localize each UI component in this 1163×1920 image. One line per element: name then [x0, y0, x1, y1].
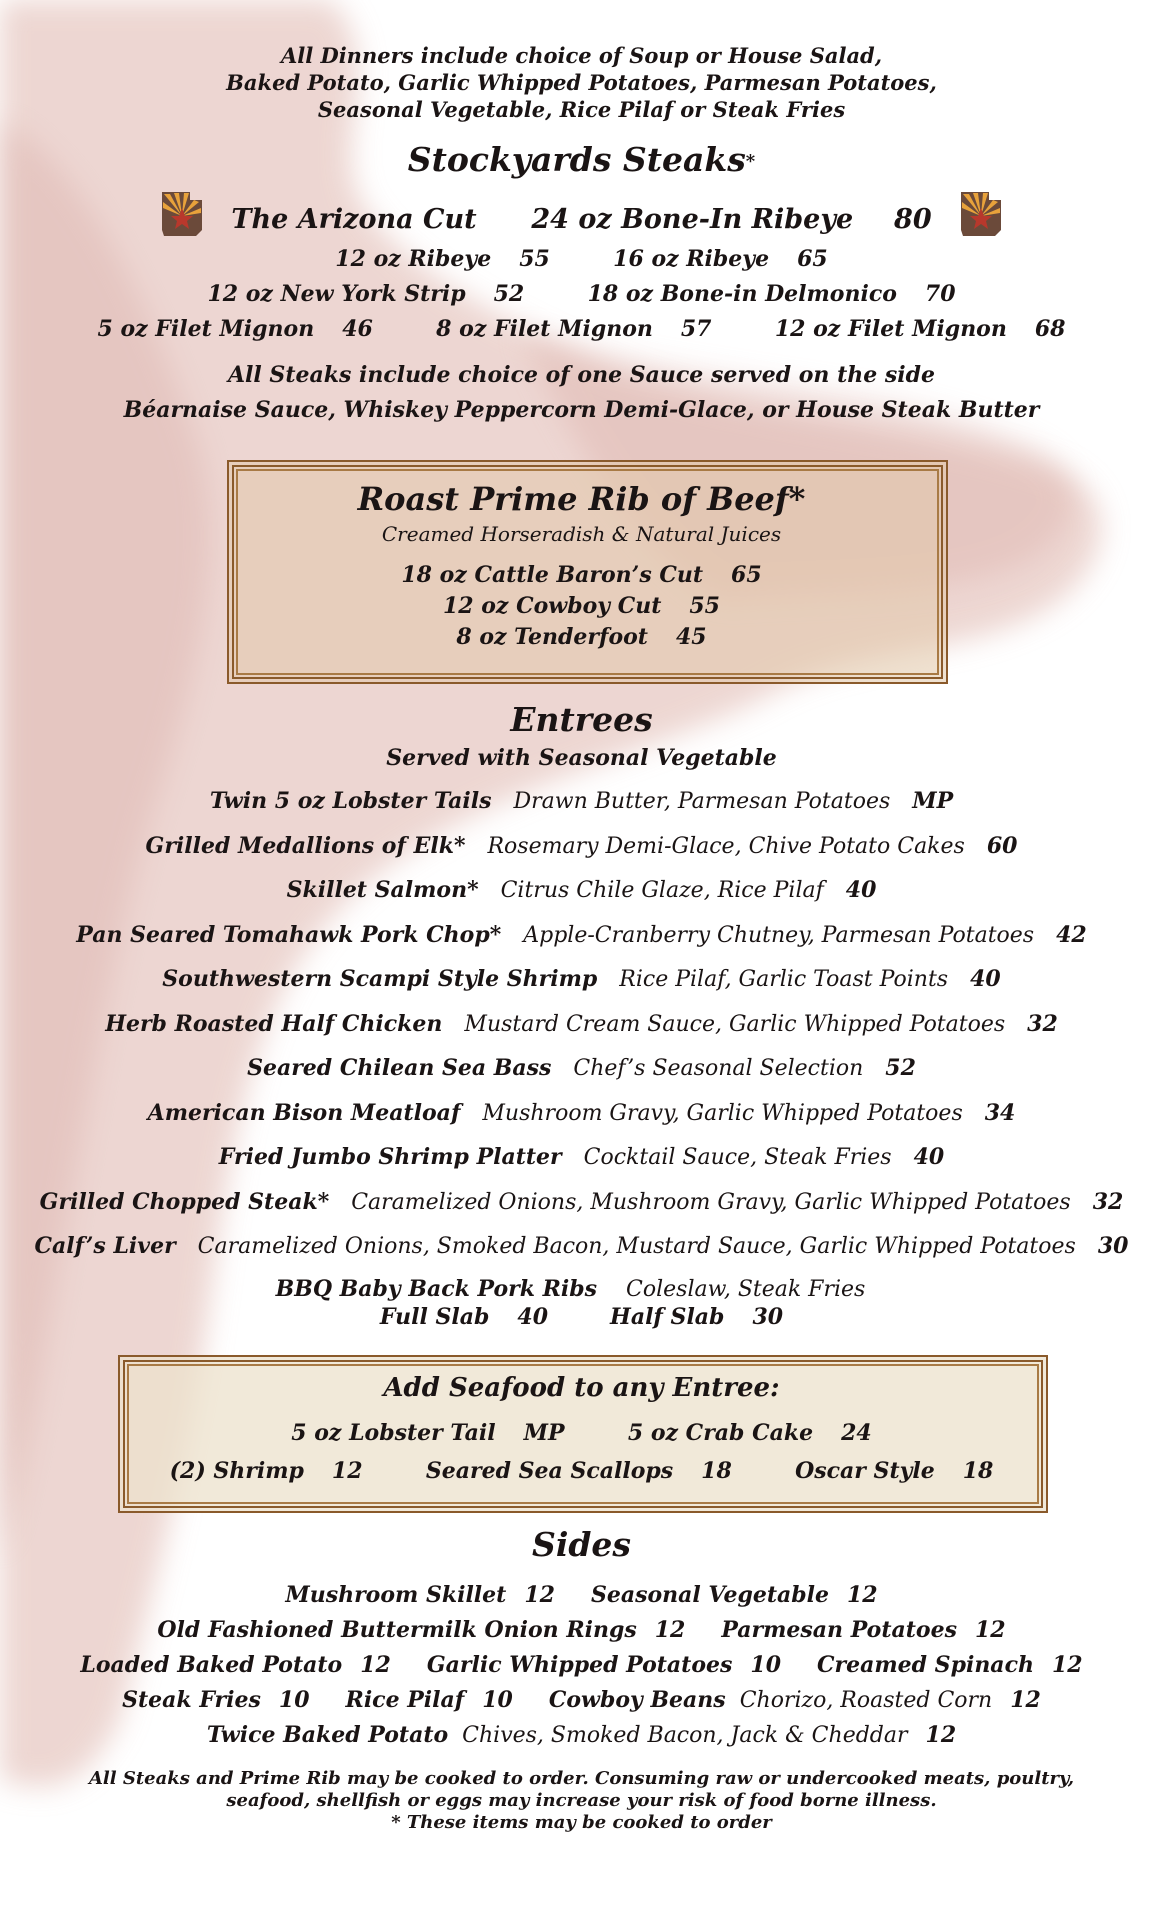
- entree-item: [0, 922, 1163, 948]
- ribs-entree: BBQ Baby Back Pork Ribs Coleslaw, Steak Fries: [275, 1276, 866, 1302]
- entree-name: Skillet Salmon*: [286, 877, 479, 903]
- entree-desc: Apple-Cranberry Chutney, Parmesan Potatoes: [523, 922, 1035, 948]
- entree-price: 32: [1092, 1188, 1124, 1215]
- ribs-sizes: Full Slab 40 Half Slab 30: [379, 1304, 784, 1330]
- seafood-addon-heading: Add Seafood to any Entree:: [383, 1373, 780, 1403]
- prime-rib-subtitle: Creamed Horseradish & Natural Juices: [381, 522, 782, 546]
- entrees-subtitle: Served with Seasonal Vegetable: [386, 745, 777, 771]
- side-name: Creamed Spinach: [817, 1652, 1034, 1678]
- entree-desc: Rice Pilaf, Garlic Toast Points: [619, 967, 949, 992]
- side-price: 12: [1010, 1687, 1041, 1713]
- entree-price: 34: [984, 1099, 1016, 1126]
- entree-item: [0, 1055, 1163, 1081]
- entree-name: Grilled Chopped Steak*: [39, 1188, 330, 1215]
- side-price: 12: [360, 1652, 391, 1678]
- entree-name: Herb Roasted Half Chicken: [105, 1010, 443, 1037]
- arizona-cut-name: The Arizona Cut: [231, 204, 477, 235]
- food-safety-disclaimer: All Steaks and Prime Rib may be cooked to order. Consuming raw or undercooked meats, poultry, seafood, shellfish or eggs may increase your risk of food borne illness. * These items may be cooked to order: [88, 1768, 1075, 1833]
- entree-item: [0, 1189, 1163, 1215]
- entree-name: Calf’s Liver: [34, 1233, 176, 1259]
- entree-item: [0, 966, 1163, 992]
- side-name: Rice Pilaf: [345, 1687, 465, 1713]
- arizona-cut-feature: [0, 190, 1163, 238]
- side-price: 12: [524, 1582, 555, 1608]
- entree-item: [0, 833, 1163, 859]
- entree-desc: Cocktail Sauce, Steak Fries: [583, 1145, 892, 1170]
- side-price: 12: [1051, 1652, 1083, 1678]
- prime-rib-cut: 8 oz Tenderfoot 45: [456, 624, 707, 650]
- side-price: 12: [654, 1617, 686, 1643]
- entree-name: Grilled Medallions of Elk*: [145, 832, 466, 859]
- entree-desc: Mustard Cream Sauce, Garlic Whipped Potatoes: [464, 1011, 1006, 1037]
- entree-price: 40: [913, 1144, 945, 1170]
- entree-price: 32: [1027, 1010, 1058, 1037]
- entree-item: [0, 1011, 1163, 1037]
- entree-desc: Chef’s Seasonal Selection: [573, 1056, 864, 1081]
- side-name: Twice Baked Potato: [206, 1722, 449, 1748]
- entree-name: Pan Seared Tomahawk Pork Chop*: [76, 921, 502, 948]
- side-price: 12: [847, 1582, 878, 1608]
- entree-desc: Drawn Butter, Parmesan Potatoes: [513, 789, 891, 814]
- sides-row: [0, 1617, 1163, 1643]
- side-price: 10: [278, 1687, 310, 1713]
- side-desc: Chives, Smoked Bacon, Jack & Cheddar: [462, 1723, 908, 1748]
- dinner-includes-note: All Dinners include choice of Soup or House Salad, Baked Potato, Garlic Whipped Potatoes, Parmesan Potatoes, Seasonal Vegetable, Rice Pilaf or Steak Fries: [226, 43, 937, 122]
- side-name: Cowboy Beans: [548, 1687, 726, 1713]
- prime-rib-cut: 18 oz Cattle Baron’s Cut 65: [401, 562, 762, 588]
- seafood-addon-row: 5 oz Lobster Tail MP 5 oz Crab Cake 24: [291, 1420, 872, 1446]
- side-price: 10: [482, 1687, 513, 1713]
- steak-row: 5 oz Filet Mignon 46 8 oz Filet Mignon 57 12 oz Filet Mignon 68: [97, 316, 1066, 342]
- entree-name: American Bison Meatloaf: [147, 1099, 461, 1126]
- entree-desc: Caramelized Onions, Mushroom Gravy, Garlic Whipped Potatoes: [351, 1189, 1071, 1215]
- entree-price: 52: [885, 1055, 916, 1081]
- arizona-flag-icon: [160, 190, 204, 238]
- side-name: Steak Fries: [122, 1687, 261, 1713]
- side-name: Parmesan Potatoes: [721, 1617, 957, 1643]
- entree-item: [0, 877, 1163, 903]
- entree-price: 30: [1097, 1233, 1129, 1259]
- arizona-flag-icon: [959, 190, 1003, 238]
- side-name: Old Fashioned Buttermilk Onion Rings: [157, 1617, 637, 1643]
- side-name: Loaded Baked Potato: [80, 1652, 343, 1678]
- side-price: 12: [974, 1617, 1006, 1643]
- entree-item: [0, 788, 1163, 814]
- entree-name: Seared Chilean Sea Bass: [247, 1055, 552, 1081]
- side-name: Garlic Whipped Potatoes: [426, 1652, 733, 1678]
- entree-price: 40: [845, 877, 877, 903]
- entree-desc: Mushroom Gravy, Garlic Whipped Potatoes: [482, 1100, 963, 1126]
- entree-desc: Citrus Chile Glaze, Rice Pilaf: [500, 878, 824, 903]
- side-name: Seasonal Vegetable: [590, 1582, 829, 1608]
- sides-row: [0, 1687, 1163, 1713]
- steak-row: 12 oz Ribeye 55 16 oz Ribeye 65: [335, 246, 828, 272]
- entree-name: Southwestern Scampi Style Shrimp: [162, 966, 598, 992]
- prime-rib-cut: 12 oz Cowboy Cut 55: [442, 593, 720, 619]
- seafood-addon-row: (2) Shrimp 12 Seared Sea Scallops 18 Oscar Style 18: [169, 1458, 994, 1484]
- entree-price: MP: [912, 788, 954, 814]
- sides-row: [0, 1652, 1163, 1678]
- side-price: 12: [925, 1722, 957, 1748]
- entree-name: Fried Jumbo Shrimp Platter: [218, 1144, 562, 1170]
- sauce-options: Béarnaise Sauce, Whiskey Peppercorn Demi-Glace, or House Steak Butter: [123, 397, 1040, 423]
- sauce-note: All Steaks include choice of one Sauce served on the side: [227, 362, 936, 388]
- sides-row: [0, 1722, 1163, 1748]
- side-price: 10: [750, 1652, 782, 1678]
- entree-name: Twin 5 oz Lobster Tails: [209, 788, 492, 814]
- entree-desc: Rosemary Demi-Glace, Chive Potato Cakes: [487, 833, 965, 859]
- entree-item: [0, 1100, 1163, 1126]
- steak-row: 12 oz New York Strip 52 18 oz Bone-in Delmonico 70: [207, 281, 956, 307]
- entree-item: [0, 1144, 1163, 1170]
- entrees-heading: Entrees: [510, 700, 653, 739]
- side-desc: Chorizo, Roasted Corn: [739, 1688, 993, 1713]
- sides-row: [0, 1582, 1163, 1608]
- prime-rib-heading: Roast Prime Rib of Beef*: [357, 480, 806, 518]
- entree-item: [0, 1233, 1163, 1259]
- steaks-heading: Stockyards Steaks*: [407, 140, 756, 179]
- entree-desc: Caramelized Onions, Smoked Bacon, Mustard Sauce, Garlic Whipped Potatoes: [197, 1234, 1076, 1259]
- arizona-cut-price: 80: [894, 204, 932, 235]
- entree-price: 60: [986, 832, 1018, 859]
- entree-price: 40: [970, 966, 1001, 992]
- sides-heading: Sides: [531, 1525, 632, 1564]
- arizona-cut-desc: 24 oz Bone-In Ribeye: [531, 204, 854, 235]
- entree-price: 42: [1056, 921, 1087, 948]
- side-name: Mushroom Skillet: [285, 1582, 507, 1608]
